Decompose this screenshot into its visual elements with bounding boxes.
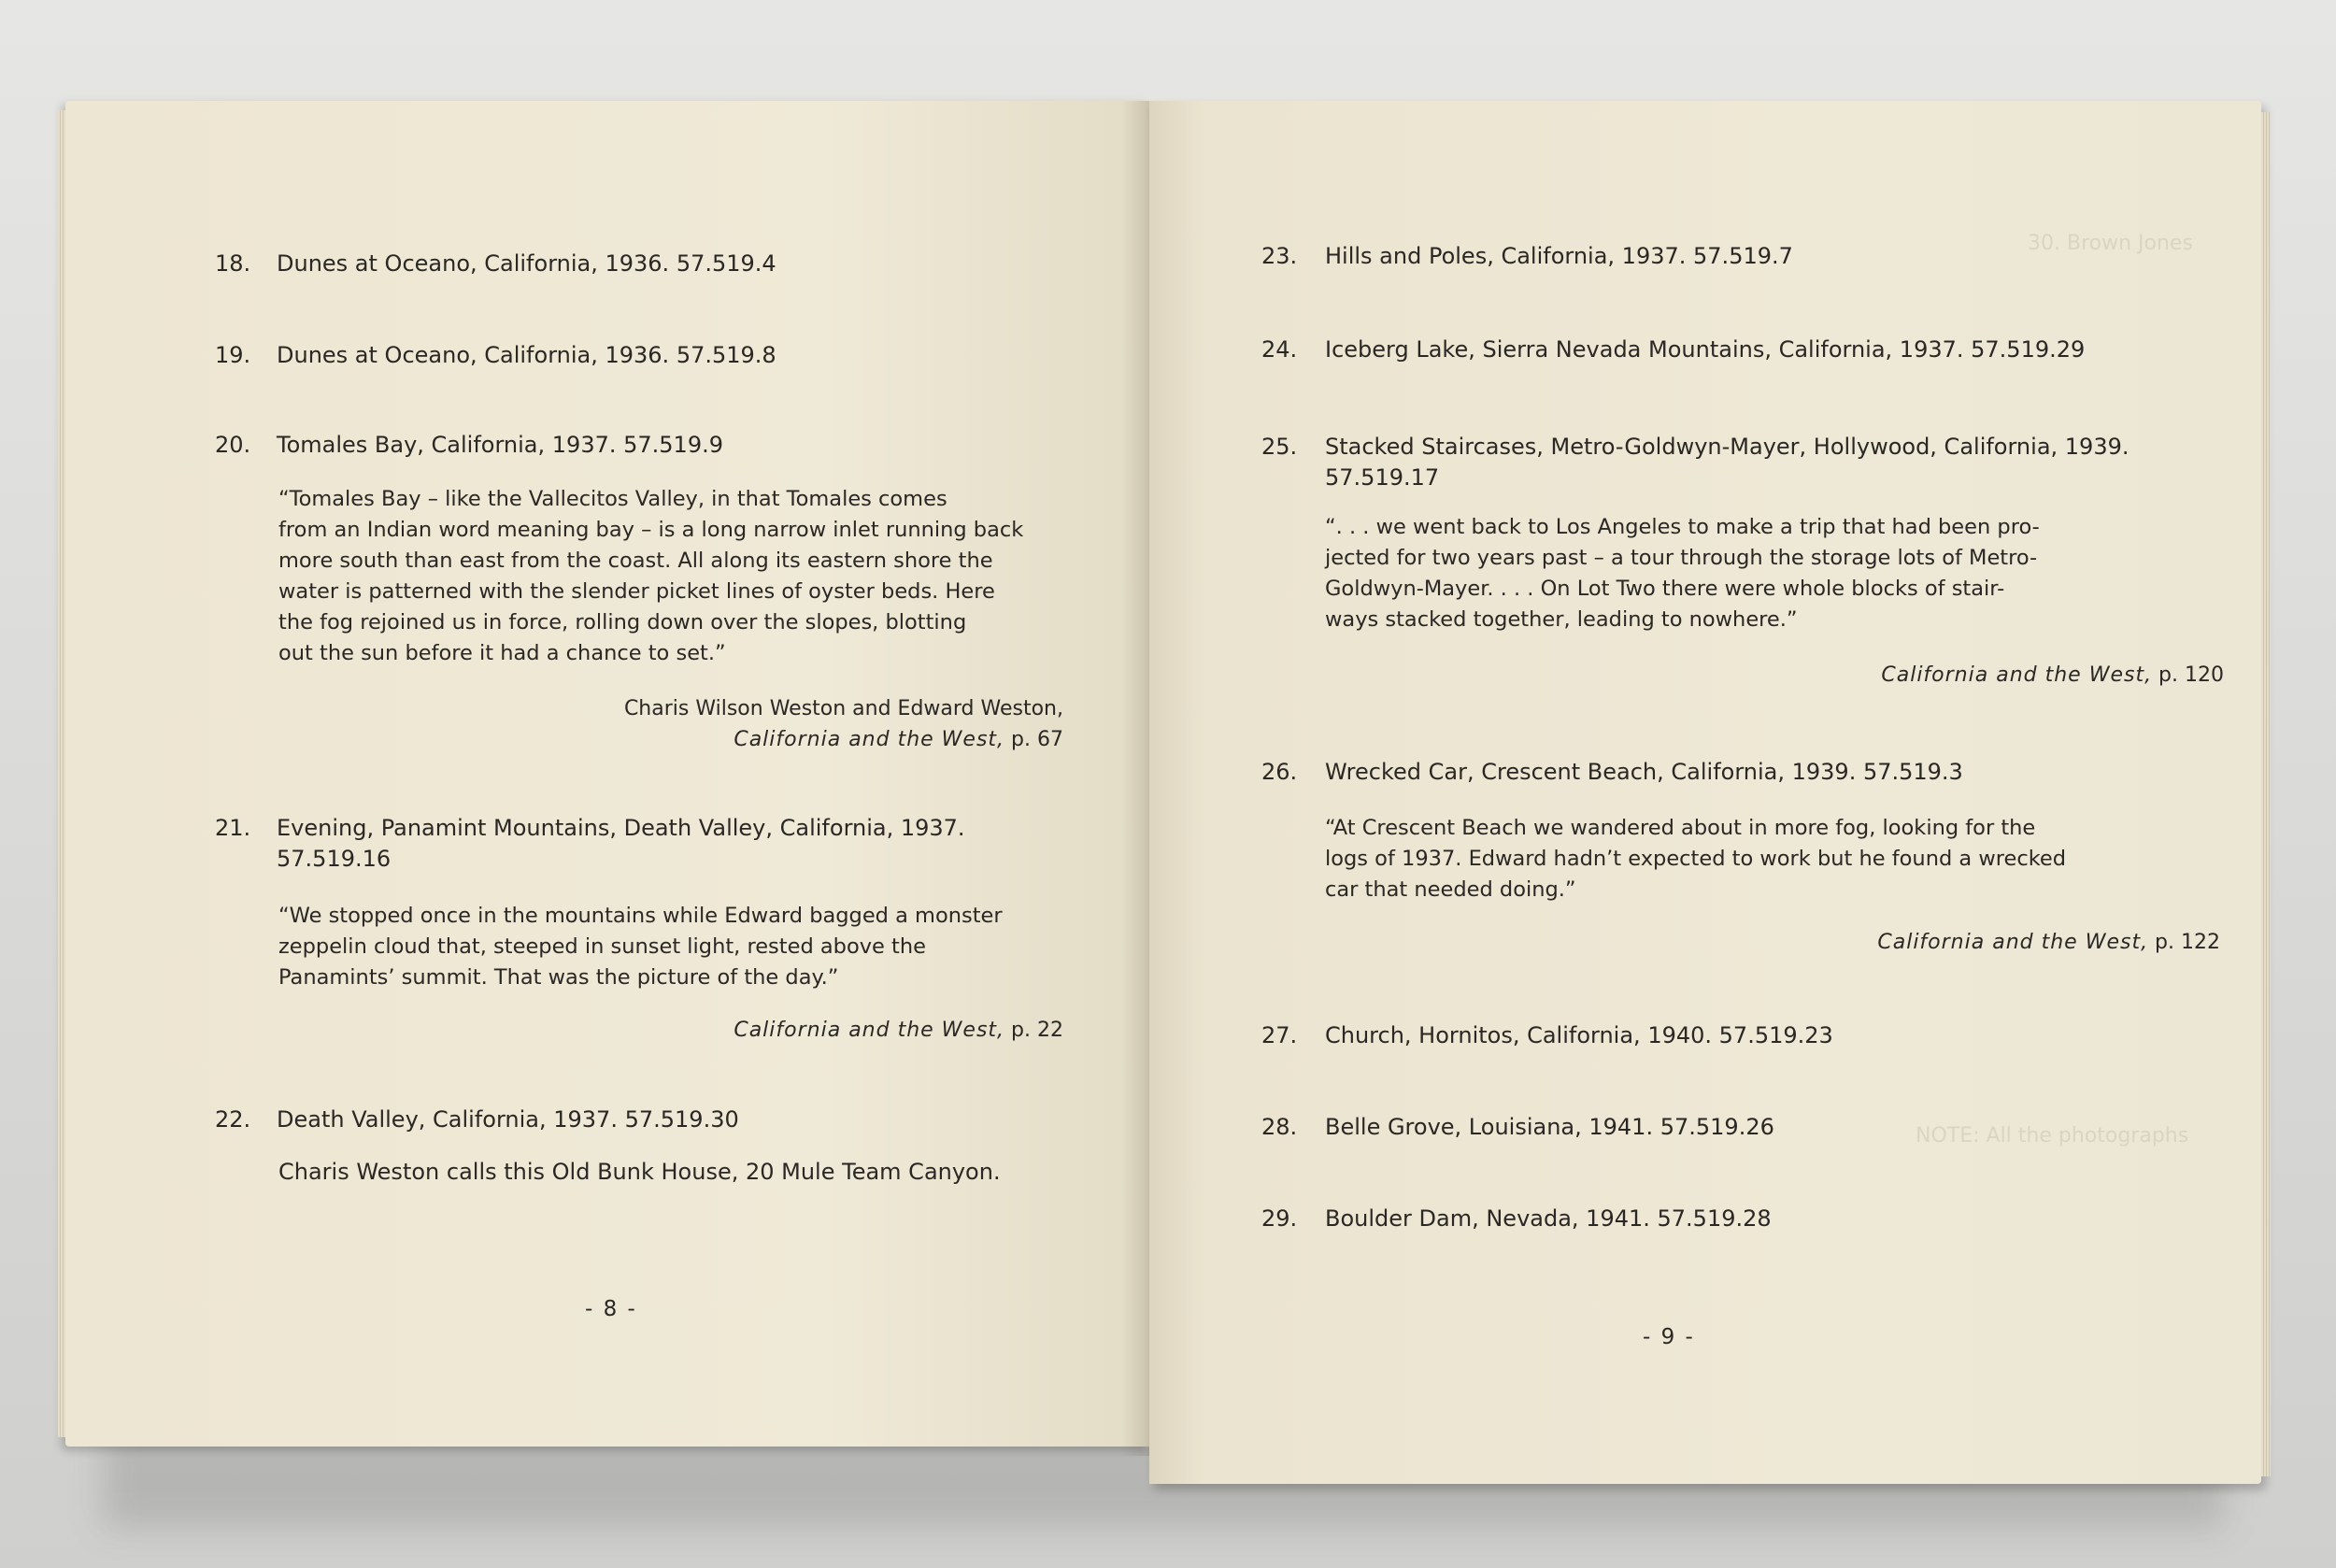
entry-number: 19. bbox=[215, 342, 251, 368]
entry-number: 28. bbox=[1261, 1114, 1298, 1140]
entry-title: Belle Grove, Louisiana, 1941. 57.519.26 bbox=[1325, 1114, 1774, 1140]
source-26 bbox=[1877, 927, 2220, 958]
entry-title: Church, Hornitos, California, 1940. 57.519.23 bbox=[1325, 1022, 1833, 1048]
entry-title: Death Valley, California, 1937. 57.519.30 bbox=[277, 1106, 739, 1133]
quote-line: car that needed doing.” bbox=[1325, 877, 1576, 902]
entry-number: 29. bbox=[1261, 1205, 1298, 1232]
entry-accession: 57.519.16 bbox=[277, 846, 392, 872]
left-page bbox=[65, 101, 1149, 1447]
quote-line: “Tomales Bay – like the Vallecitos Valley, in that Tomales comes bbox=[278, 487, 947, 511]
entry-number: 20. bbox=[215, 432, 251, 458]
quote-line: “At Crescent Beach we wandered about in more fog, looking for the bbox=[1325, 816, 2036, 840]
quote-25 bbox=[1325, 512, 2040, 635]
page-number: - 9 - bbox=[1643, 1325, 1695, 1349]
source-20 bbox=[624, 693, 1063, 755]
quote-line: Panamints’ summit. That was the picture of the day.” bbox=[278, 965, 839, 990]
entry-title: Iceberg Lake, Sierra Nevada Mountains, California, 1937. 57.519.29 bbox=[1325, 336, 2086, 363]
quote-line: zeppelin cloud that, steeped in sunset light, rested above the bbox=[278, 934, 926, 959]
entry-title: Dunes at Oceano, California, 1936. 57.519.4 bbox=[277, 250, 776, 277]
entry-title: Wrecked Car, Crescent Beach, California, 1939. 57.519.3 bbox=[1325, 759, 1963, 785]
show-through-text: 30. Brown Jones bbox=[2028, 232, 2193, 255]
entry-number: 23. bbox=[1261, 243, 1298, 269]
quote-26 bbox=[1325, 813, 2066, 905]
entry-title: Dunes at Oceano, California, 1936. 57.519.8 bbox=[277, 342, 776, 368]
quote-line: more south than east from the coast. All along its eastern shore the bbox=[278, 549, 993, 573]
quote-line: “. . . we went back to Los Angeles to make a trip that had been pro- bbox=[1325, 515, 2040, 539]
quote-21 bbox=[278, 901, 1003, 993]
entry-number: 21. bbox=[215, 815, 251, 841]
entry-number: 26. bbox=[1261, 759, 1298, 785]
source-book: California and the West, bbox=[734, 728, 1005, 751]
right-page bbox=[1149, 101, 2261, 1484]
source-author: Charis Wilson Weston and Edward Weston, bbox=[623, 697, 1063, 720]
entry-title: Stacked Staircases, Metro-Goldwyn-Mayer, Hollywood, California, 1939. bbox=[1325, 434, 2129, 460]
source-book: California and the West, bbox=[734, 1019, 1005, 1042]
entry-number: 25. bbox=[1261, 434, 1298, 460]
quote-line: jected for two years past – a tour through the storage lots of Metro- bbox=[1325, 546, 2038, 570]
entry-title: Hills and Poles, California, 1937. 57.519.7 bbox=[1325, 243, 1793, 269]
source-book: California and the West, bbox=[1881, 663, 2153, 687]
source-citation bbox=[1881, 660, 2224, 691]
source-25 bbox=[1881, 660, 2224, 691]
entry-number: 22. bbox=[215, 1106, 251, 1133]
quote-line: out the sun before it had a chance to set.” bbox=[278, 641, 726, 665]
entry-title: Tomales Bay, California, 1937. 57.519.9 bbox=[277, 432, 723, 458]
entry-accession: 57.519.17 bbox=[1325, 464, 1440, 491]
quote-line: the fog rejoined us in force, rolling down over the slopes, blotting bbox=[278, 610, 967, 634]
show-through-text: NOTE: All the photographs bbox=[1916, 1124, 2189, 1147]
source-page: p. 120 bbox=[2152, 663, 2224, 687]
note-22 bbox=[278, 1157, 1001, 1188]
entry-title: Evening, Panamint Mountains, Death Valley, California, 1937. bbox=[277, 815, 965, 841]
source-page: p. 122 bbox=[2148, 931, 2220, 954]
source-citation bbox=[624, 724, 1063, 755]
quote-line: Goldwyn-Mayer. . . . On Lot Two there were whole blocks of stair- bbox=[1325, 577, 2005, 601]
entry-number: 18. bbox=[215, 250, 251, 277]
entry-title: Boulder Dam, Nevada, 1941. 57.519.28 bbox=[1325, 1205, 1772, 1232]
entry-number: 24. bbox=[1261, 336, 1298, 363]
entry-number: 27. bbox=[1261, 1022, 1298, 1048]
quote-20 bbox=[278, 484, 1023, 669]
quote-line: “We stopped once in the mountains while Edward bagged a monster bbox=[278, 904, 1003, 928]
source-book: California and the West, bbox=[1877, 931, 2149, 954]
quote-line: water is patterned with the slender picket lines of oyster beds. Here bbox=[278, 579, 995, 604]
source-page: p. 67 bbox=[1004, 728, 1063, 751]
source-21 bbox=[734, 1015, 1063, 1046]
quote-line: ways stacked together, leading to nowhere.” bbox=[1325, 607, 1798, 632]
note-text: Charis Weston calls this Old Bunk House, 20 Mule Team Canyon. bbox=[278, 1159, 1001, 1185]
quote-line: from an Indian word meaning bay – is a long narrow inlet running back bbox=[278, 518, 1024, 542]
source-citation bbox=[1877, 927, 2220, 958]
quote-line: logs of 1937. Edward hadn’t expected to work but he found a wrecked bbox=[1325, 847, 2067, 871]
source-citation bbox=[734, 1015, 1063, 1046]
page-number: - 8 - bbox=[585, 1297, 637, 1321]
source-page: p. 22 bbox=[1004, 1019, 1063, 1042]
